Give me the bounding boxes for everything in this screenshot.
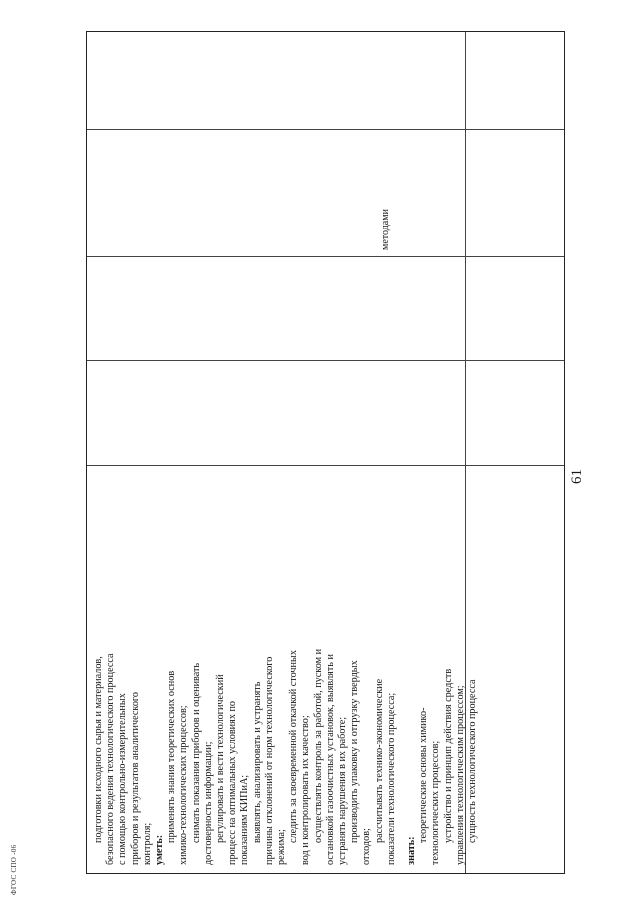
text-line: причины отклонений от норм технологического bbox=[263, 656, 275, 865]
table-col-divider bbox=[87, 256, 564, 257]
spacer bbox=[398, 474, 406, 865]
table-col-divider bbox=[87, 360, 564, 361]
text-line: следить за своевременной откачкой сточных bbox=[288, 650, 300, 843]
text-line: безопасного ведения технологического процесса bbox=[105, 653, 117, 865]
text-line: регулировать и вести технологический bbox=[215, 674, 227, 843]
page-number: 61 bbox=[569, 469, 585, 484]
text-line: теоретические основы химико- bbox=[418, 707, 430, 843]
text-line: сущность технологического процесса bbox=[467, 679, 479, 843]
text-line: вод и контролировать их качество; bbox=[300, 715, 312, 865]
text-line: химико-технологических процессов; bbox=[178, 705, 190, 865]
text-line: выявлять, анализировать и устранять bbox=[251, 681, 263, 843]
text-line: отходов; bbox=[361, 828, 373, 865]
text-line: знать: bbox=[406, 836, 418, 865]
text-line: остановкой газоочистных установок, выявлять и bbox=[324, 654, 336, 865]
text-line: технологических процессов; bbox=[430, 740, 442, 865]
text-line: режима; bbox=[276, 829, 288, 865]
document-table bbox=[86, 31, 565, 874]
text-line: уметь: bbox=[154, 834, 166, 865]
footer-mark: ФГОС СПО -06 bbox=[10, 844, 18, 895]
text-line: подготовки исходного сырья и материалов, bbox=[93, 656, 104, 843]
text-line: приборов и результатов аналитического bbox=[129, 692, 141, 865]
table-col-divider bbox=[87, 129, 564, 130]
text-line: осуществлять контроль за работой, пуском и bbox=[312, 648, 324, 843]
methods-label: методами bbox=[380, 209, 391, 250]
competencies-cell bbox=[87, 466, 479, 873]
text-line: достоверность информации; bbox=[202, 741, 214, 865]
text-line: процесс на оптимальных условиях по bbox=[227, 700, 239, 865]
text-line: применять знания теоретических основ bbox=[166, 670, 178, 843]
text-line: показатели технологического процесса; bbox=[385, 692, 397, 865]
text-line: рассчитывать технико-экономические bbox=[373, 678, 385, 843]
text-line: снимать показания приборов и оценивать bbox=[190, 662, 202, 843]
text-line: производить упаковку и отгрузку твердых bbox=[349, 660, 361, 843]
text-line: контроля; bbox=[141, 822, 153, 865]
text-line: устранять нарушения в их работе; bbox=[337, 716, 349, 865]
text-line: показаниям КИПиА; bbox=[239, 774, 251, 865]
text-line: с помощью контрольно-измерительных bbox=[117, 693, 129, 865]
text-line: устройство и принцип действия средств bbox=[442, 668, 454, 843]
text-line: управления технологическим процессом; bbox=[454, 685, 466, 865]
